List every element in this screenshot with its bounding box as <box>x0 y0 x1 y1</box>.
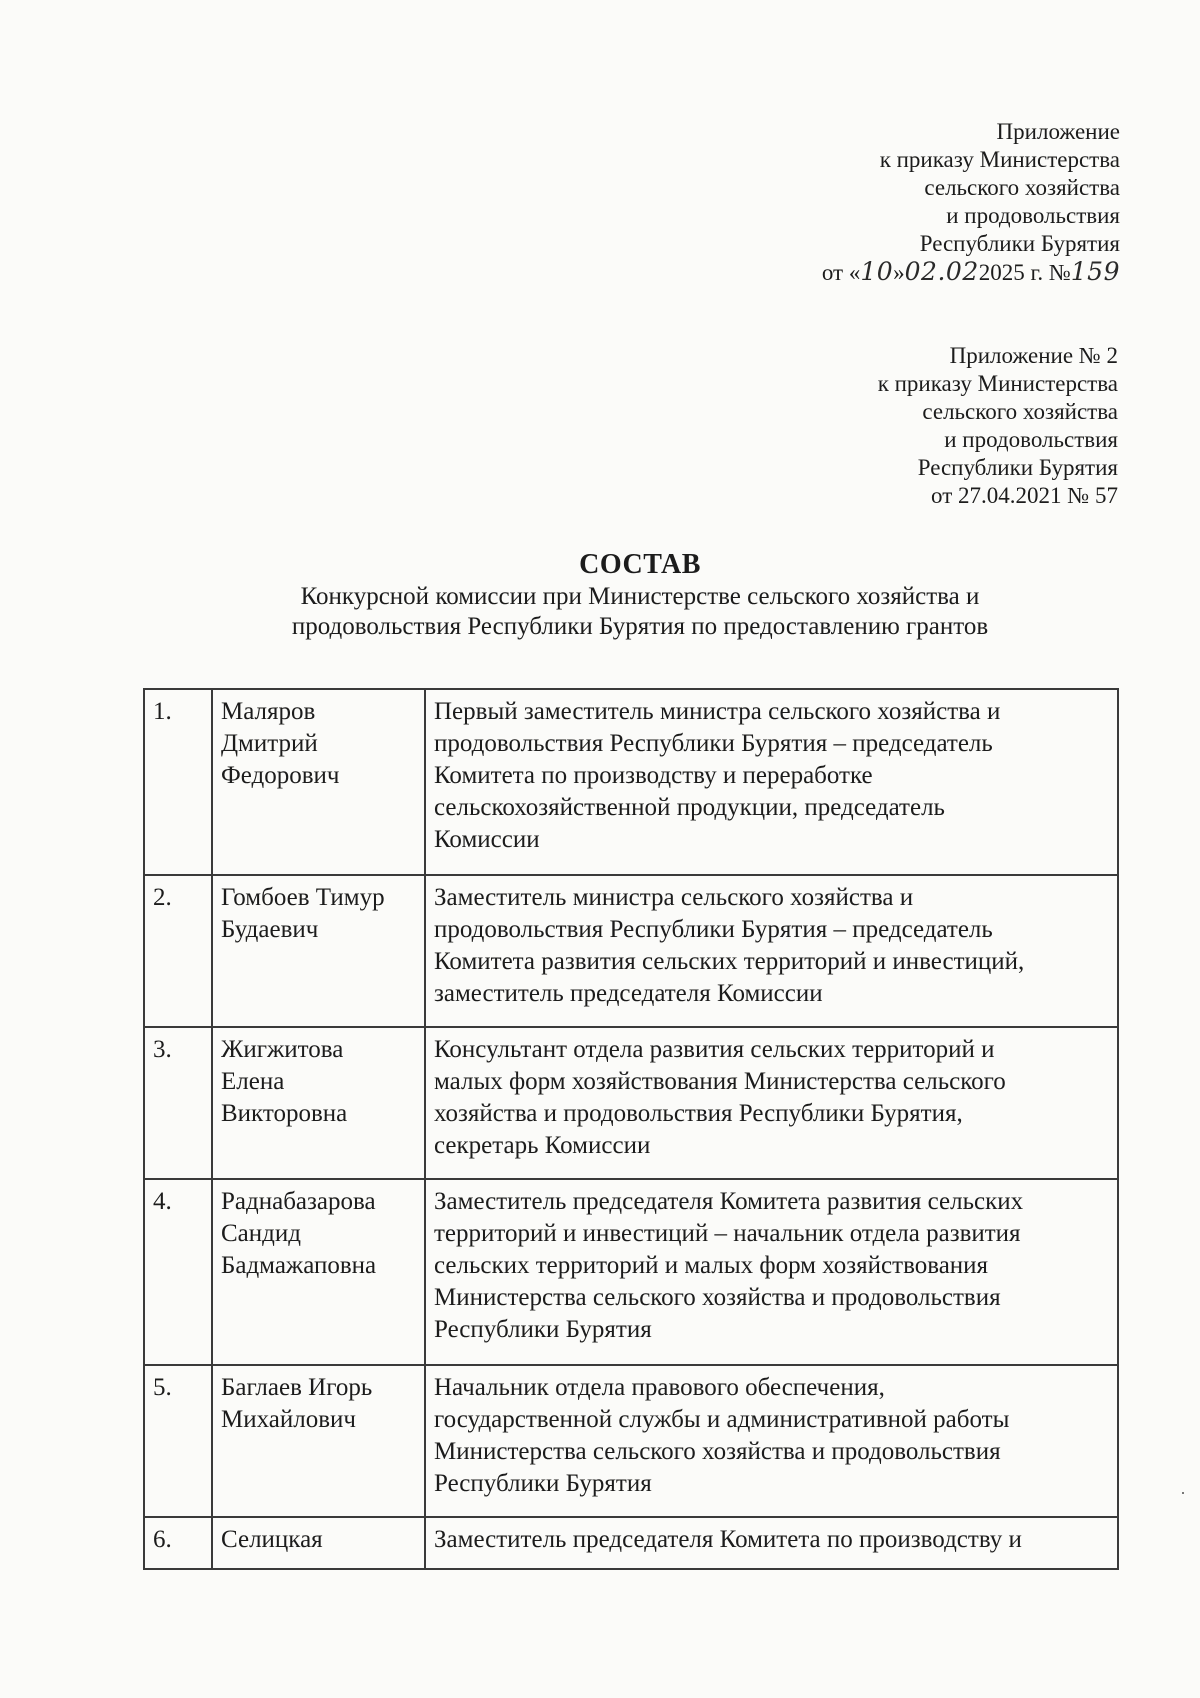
member-role-line: Республики Бурятия <box>434 1316 652 1343</box>
member-role-line: заместитель председателя Комиссии <box>434 980 823 1007</box>
member-number: 4. <box>144 1179 212 1365</box>
member-name <box>212 1027 425 1179</box>
table-row <box>144 689 1118 875</box>
member-name-line: Викторовна <box>221 1100 348 1127</box>
member-name-line: Маляров <box>221 698 316 725</box>
member-name-line: Сандид <box>221 1220 301 1247</box>
member-role-line: территорий и инвестиций – начальник отдела развития <box>434 1220 1021 1247</box>
member-role-line: Комиссии <box>434 826 540 853</box>
member-name-line: Бадмажаповна <box>221 1252 377 1279</box>
member-role-line: малых форм хозяйствования Министерства сельского <box>434 1068 1006 1095</box>
appendix-header-original <box>878 342 1118 510</box>
member-name-line: Федорович <box>221 762 340 789</box>
handwritten-month: 02.02 <box>904 257 979 286</box>
order-date-line <box>822 258 1120 287</box>
member-number: 5. <box>144 1365 212 1517</box>
member-name-line: Гомбоев Тимур <box>221 884 385 911</box>
appendix-line: и продовольствия <box>944 427 1118 452</box>
member-name-line: Баглаев Игорь <box>221 1374 373 1401</box>
member-role-line: Комитета по производству и переработке <box>434 762 873 789</box>
member-name-line: Селицкая <box>221 1526 323 1553</box>
member-name <box>212 875 425 1027</box>
member-role-line: продовольствия Республики Бурятия – председатель <box>434 730 993 757</box>
document-title: СОСТАВ <box>579 549 701 580</box>
member-role-line: Заместитель председателя Комитета развития сельских <box>434 1188 1024 1215</box>
member-role-line: Министерства сельского хозяйства и продовольствия <box>434 1284 1001 1311</box>
table-row <box>144 1179 1118 1365</box>
member-name <box>212 1365 425 1517</box>
member-name-line: Раднабазарова <box>221 1188 376 1215</box>
appendix-line: Приложение № 2 <box>949 343 1118 368</box>
date-year: 2025 г. № <box>978 260 1071 285</box>
date-prefix: от « <box>821 260 861 285</box>
table-row <box>144 875 1118 1027</box>
member-number: 3. <box>144 1027 212 1179</box>
table-row <box>144 1365 1118 1517</box>
member-role-line: Консультант отдела развития сельских территорий и <box>434 1036 995 1063</box>
appendix-line: сельского хозяйства <box>924 175 1120 200</box>
member-number: 6. <box>144 1517 212 1569</box>
member-role-line: сельских территорий и малых форм хозяйствования <box>434 1252 989 1279</box>
table-row <box>144 1517 1118 1569</box>
appendix-line: сельского хозяйства <box>922 399 1118 424</box>
member-name <box>212 1179 425 1365</box>
member-name-line: Дмитрий <box>221 730 318 757</box>
member-role-line: Комитета развития сельских территорий и инвестиций, <box>434 948 1025 975</box>
document-subtitle-line: Конкурсной комиссии при Министерстве сельского хозяйства и <box>300 583 980 610</box>
table-row <box>144 1027 1118 1179</box>
member-role-line: Начальник отдела правового обеспечения, <box>434 1374 885 1401</box>
member-role <box>425 875 1118 1027</box>
member-role-line: сельскохозяйственной продукции, председатель <box>434 794 945 821</box>
member-role-line: продовольствия Республики Бурятия – председатель <box>434 916 993 943</box>
handwritten-order-number: 159 <box>1070 257 1120 286</box>
member-role <box>425 1365 1118 1517</box>
commission-members-table <box>143 688 1119 1570</box>
member-role-line: Заместитель министра сельского хозяйства и <box>434 884 914 911</box>
appendix-line: и продовольствия <box>946 203 1120 228</box>
member-role-line: государственной службы и административной работы <box>434 1406 1010 1433</box>
member-number: 2. <box>144 875 212 1027</box>
date-separator: » <box>893 260 905 285</box>
member-role <box>425 1517 1118 1569</box>
appendix-line: к приказу Министерства <box>877 371 1118 396</box>
member-name-line: Будаевич <box>221 916 319 943</box>
member-role-line: Заместитель председателя Комитета по производству и <box>434 1526 1022 1553</box>
document-subtitle-line: продовольствия Республики Бурятия по предоставлению грантов <box>291 613 989 640</box>
document-title-block <box>140 548 1140 642</box>
member-name-line: Елена <box>221 1068 285 1095</box>
member-name <box>212 1517 425 1569</box>
appendix-line: Приложение <box>996 119 1120 144</box>
appendix-line: Республики Бурятия <box>919 231 1120 256</box>
member-role-line: Министерства сельского хозяйства и продовольствия <box>434 1438 1001 1465</box>
member-role-line: секретарь Комиссии <box>434 1132 651 1159</box>
member-name <box>212 689 425 875</box>
appendix-header-current <box>822 118 1120 287</box>
member-role-line: хозяйства и продовольствия Республики Бурятия, <box>434 1100 963 1127</box>
member-role <box>425 689 1118 875</box>
member-name-line: Жигжитова <box>221 1036 344 1063</box>
handwritten-day: 10 <box>860 257 894 286</box>
appendix-line: Республики Бурятия <box>917 455 1118 480</box>
scan-speck <box>1182 1492 1184 1494</box>
member-number: 1. <box>144 689 212 875</box>
appendix-line: к приказу Министерства <box>879 147 1120 172</box>
member-role <box>425 1027 1118 1179</box>
member-role <box>425 1179 1118 1365</box>
member-role-line: Первый заместитель министра сельского хозяйства и <box>434 698 1001 725</box>
member-role-line: Республики Бурятия <box>434 1470 652 1497</box>
member-name-line: Михайлович <box>221 1406 356 1433</box>
appendix-line: от 27.04.2021 № 57 <box>931 483 1118 508</box>
